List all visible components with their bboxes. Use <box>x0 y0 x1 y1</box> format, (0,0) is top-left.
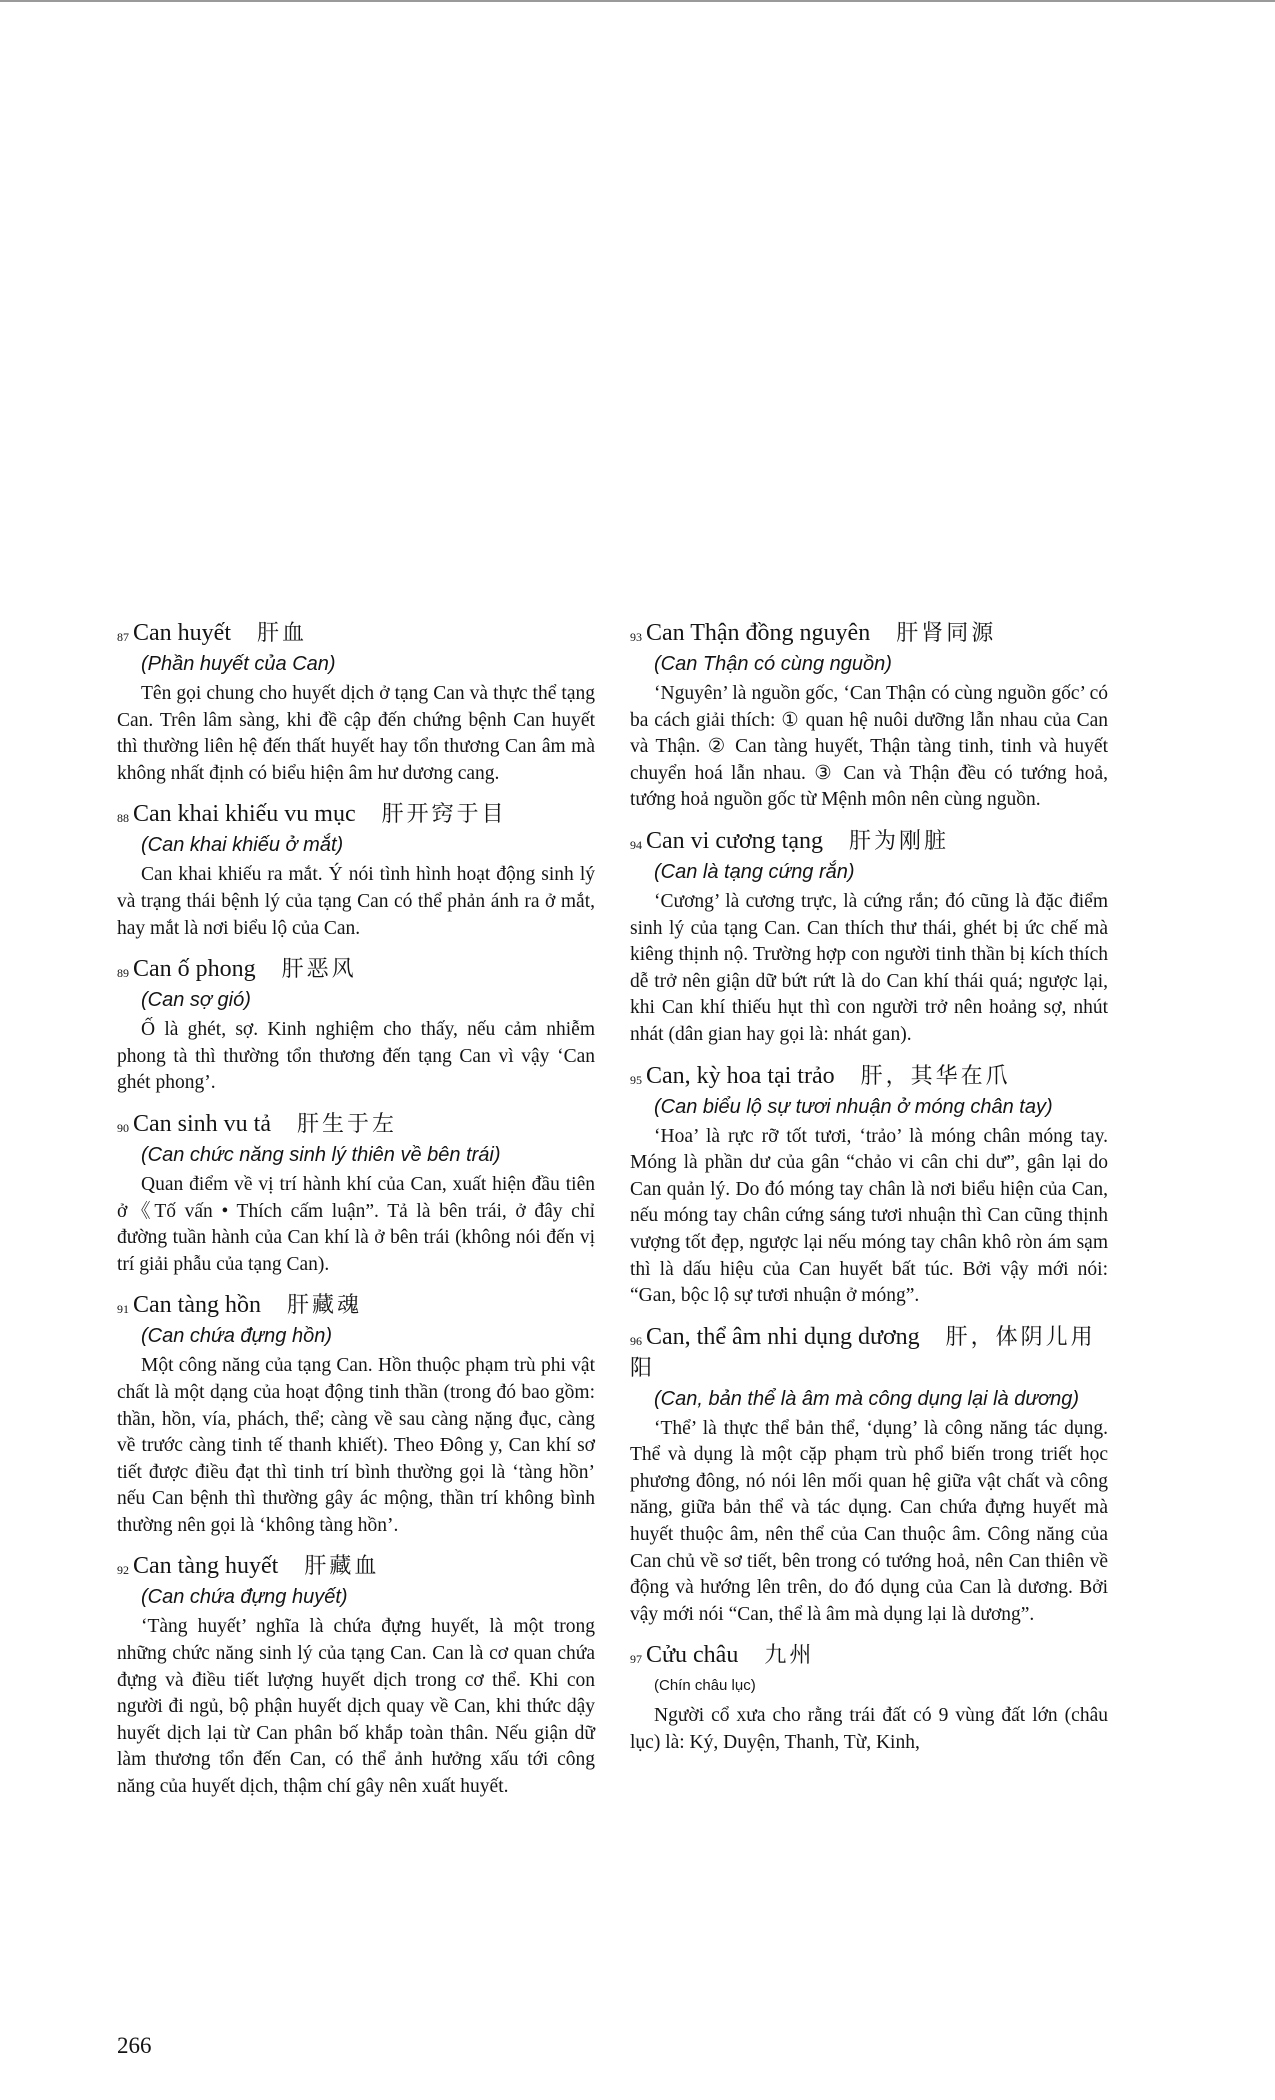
dictionary-entry <box>630 1640 1108 1756</box>
dictionary-entry <box>117 1551 595 1800</box>
entry-definition: Ố là ghét, sợ. Kinh nghiệm cho thấy, nếu cảm nhiễm phong tà thì thường tổn thương đến tạng Can vì vậy ‘Can ghét phong’. <box>117 1019 595 1094</box>
entry-heading <box>630 1322 1108 1384</box>
dictionary-entry <box>117 954 595 1097</box>
entry-number: 93 <box>630 630 642 644</box>
entry-chinese-characters: 肝开窍于目 <box>381 802 507 828</box>
entry-translation: (Can sợ gió) <box>141 989 251 1012</box>
dictionary-entry <box>630 826 1108 1049</box>
entry-translation: (Phần huyết của Can) <box>141 653 336 675</box>
entry-chinese-characters: 肝生于左 <box>297 1111 398 1137</box>
entry-heading <box>630 826 1108 857</box>
dictionary-entry <box>117 1290 595 1539</box>
entry-number: 96 <box>630 1333 642 1348</box>
entry-number: 90 <box>117 1120 129 1135</box>
entry-definition: Người cổ xưa cho rằng trái đất có 9 vùng đất lớn (châu lục) là: Ký, Duyện, Thanh, Từ, Kinh, <box>630 1705 1108 1754</box>
entry-heading <box>630 1640 1108 1671</box>
entry-chinese-characters: 肝藏魂 <box>286 1293 362 1319</box>
entry-translation: (Can chức năng sinh lý thiên về bên trái) <box>141 1143 501 1166</box>
dictionary-entry <box>117 1109 595 1278</box>
entry-term: Can sinh vu tả <box>133 1110 271 1137</box>
entry-translation: (Chín châu lục) <box>654 1677 756 1695</box>
entry-heading <box>630 1061 1108 1092</box>
entry-translation: (Can, bản thể là âm mà công dụng lại là dương) <box>654 1387 1080 1410</box>
dictionary-entry <box>117 618 595 787</box>
left-column <box>117 618 595 1801</box>
entry-chinese-characters: 肝藏血 <box>304 1554 380 1580</box>
entry-heading <box>117 954 595 985</box>
entry-term: Can khai khiếu vu mục <box>133 801 356 828</box>
entry-number: 91 <box>117 1302 129 1317</box>
entry-term: Can Thận đồng nguyên <box>646 620 871 646</box>
dictionary-entry <box>117 799 595 942</box>
entry-chinese-characters: 九州 <box>764 1643 815 1669</box>
dictionary-entry <box>630 1322 1108 1629</box>
entry-term: Can, thể âm nhi dụng dương <box>646 1323 920 1350</box>
entry-number: 95 <box>630 1072 642 1087</box>
entry-term: Can tàng huyết <box>133 1553 279 1580</box>
entry-definition: Can khai khiếu ra mắt. Ý nói tình hình hoạt động sinh lý và trạng thái bệnh lý của tạng Can có thể phản ánh ra ở mắt, hay mắt là nơi biểu lộ của Can. <box>117 864 595 939</box>
top-rule <box>0 0 1275 2</box>
entry-definition: ‘Hoa’ là rực rỡ tốt tươi, ‘trảo’ là móng chân móng tay. Móng là phần dư của gân “chảo vi cân chi dư”, gân lại do Can quản lý. Do đó móng tay chân là nơi biểu hiện của Can, nếu móng tay chân cứng sáng tươi nhuận thì Can cũng thịnh vượng tốt đẹp, ngược lại nếu móng tay chân khô ròn ám sạm thì là dấu hiệu của Can huyết bất túc. Bởi vậy mới nói: “Gan, bộc lộ sự tươi nhuận ở móng”. <box>630 1125 1108 1307</box>
right-column <box>630 618 1108 1757</box>
entry-translation: (Can chứa đựng hồn) <box>141 1325 333 1348</box>
entry-term: Can ố phong <box>133 956 256 983</box>
entry-definition: ‘Thể’ là thực thể bản thể, ‘dụng’ là công năng tác dụng. Thể và dụng là một cặp phạm trù phổ biến trong triết học phương đông, nó nói lên mối quan hệ giữa vật chất và công năng, giữa bản thể và tác dụng. Can chứa đựng huyết mà huyết thuộc âm, nên thể của Can thuộc âm. Công năng của Can chủ về sơ tiết, bên trong có tướng hoả, nên Can thiên về động và hướng lên trên, do đó dụng của Can là dương. Bởi vậy mới nói “Can, thể là âm mà dụng lại là dương”. <box>630 1417 1108 1625</box>
entry-definition: ‘Nguyên’ là nguồn gốc, ‘Can Thận có cùng nguồn gốc’ có ba cách giải thích: ① quan hệ nuôi dưỡng lẫn nhau của Can và Thận. ② Can tàng huyết, Thận tàng tinh, tinh và huyết chuyển hoá lẫn nhau. ③ Can và Thận đều có tướng hoả, tướng hoả nguồn gốc từ Mệnh môn nên cùng nguồn. <box>630 683 1108 811</box>
entry-translation: (Can chứa đựng huyết) <box>141 1586 348 1609</box>
entry-term: Can tàng hồn <box>133 1292 261 1319</box>
entry-term: Can huyết <box>133 620 231 646</box>
entry-definition: ‘Tàng huyết’ nghĩa là chứa đựng huyết, là một trong những chức năng sinh lý của tạng Can. Can là cơ quan chứa đựng và điều tiết lượng huyết dịch trong cơ thể. Khi con người đi ngủ, bộ phận huyết dịch quay về Can, khi thức dậy huyết dịch lại từ Can phân bố khắp toàn thân. Nếu giận dữ làm thương tổn đến Can, có thể ảnh hưởng xấu tới công năng của huyết dịch, thậm chí gây nên xuất huyết. <box>117 1616 595 1798</box>
entry-heading <box>117 618 595 649</box>
entry-definition: ‘Cương’ là cương trực, là cứng rắn; đó cũng là đặc điểm sinh lý của tạng Can. Can thích thư thái, ghét bị ức chế mà kiêng thịnh nộ. Trường hợp con người tinh thần bị kích thích dễ trở nên giận dữ bứt rứt là do Can khí thái quá; ngược lại, khi Can khí thiếu hụt thì con người trở nên hoảng sợ, nhút nhát (dân gian hay gọi là: nhát gan). <box>630 890 1108 1045</box>
entry-heading <box>117 799 595 830</box>
entry-term: Cửu châu <box>646 1642 739 1669</box>
entry-translation: (Can Thận có cùng nguồn) <box>654 653 892 675</box>
entry-chinese-characters: 肝，其华在爪 <box>860 1063 1011 1089</box>
entry-number: 97 <box>630 1652 642 1667</box>
entry-chinese-characters: 肝恶风 <box>281 957 357 983</box>
entry-heading <box>630 618 1108 649</box>
entry-number: 92 <box>117 1563 129 1578</box>
entry-chinese-characters: 肝为刚脏 <box>849 828 950 854</box>
entry-heading <box>117 1551 595 1582</box>
entry-heading <box>117 1109 595 1140</box>
entry-chinese-characters: 肝血 <box>256 621 307 646</box>
entry-number: 94 <box>630 837 642 852</box>
entry-translation: (Can biểu lộ sự tươi nhuận ở móng chân tay) <box>654 1095 1053 1118</box>
dictionary-entry <box>630 1061 1108 1310</box>
entry-heading <box>117 1290 595 1321</box>
entry-definition: Tên gọi chung cho huyết dịch ở tạng Can và thực thể tạng Can. Trên lâm sàng, khi đề cập đến chứng bệnh Can huyết thì thường liên hệ đến thất huyết hay tổn thương Can âm mà không nhất định có biểu hiện âm hư dương cang. <box>117 683 595 784</box>
entry-chinese-characters: 肝肾同源 <box>896 621 997 646</box>
entry-translation: (Can là tạng cứng rắn) <box>654 860 855 883</box>
entry-term: Can vi cương tạng <box>646 827 823 854</box>
entry-number: 89 <box>117 966 129 981</box>
entry-definition: Một công năng của tạng Can. Hồn thuộc phạm trù phi vật chất là một dạng của hoạt động tinh thần (trong đó bao gồm: thần, hồn, vía, phách, thể; càng về sau càng nặng đục, càng về trước càng tinh tế thanh khiết). Theo Đông y, Can khí sơ tiết được điều đạt thì tinh trí bình thường gọi là ‘tàng hồn’ nếu Can bệnh thì thường gây ác mộng, thần trí không bình thường nên gọi là ‘không tàng hồn’. <box>117 1355 595 1536</box>
entry-number: 88 <box>117 811 129 826</box>
entry-definition: Quan điểm về vị trí hành khí của Can, xuất hiện đầu tiên ở《Tố vấn • Thích cấm luận”. Tả là bên trái, ở đây chỉ đường tuần hành của Can khí là ở bên trái (không nói đến vị trí giải phẫu của tạng Can). <box>117 1173 595 1275</box>
entry-number: 87 <box>117 630 129 644</box>
entry-term: Can, kỳ hoa tại trảo <box>646 1062 835 1089</box>
dictionary-entry <box>630 618 1108 814</box>
page-number: 266 <box>117 2033 152 2058</box>
entry-translation: (Can khai khiếu ở mắt) <box>141 834 344 857</box>
entry-chinese-characters: 肝，体阴儿用阳 <box>630 1324 1096 1381</box>
